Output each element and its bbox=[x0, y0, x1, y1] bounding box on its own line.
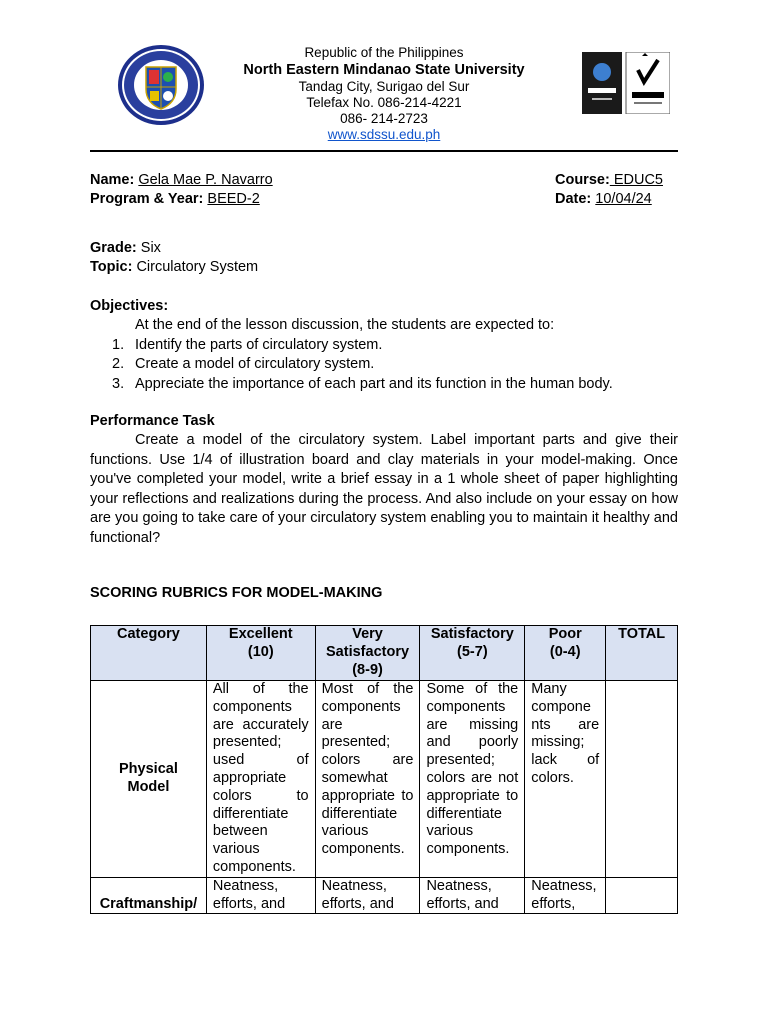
phone-line: 086- 214-2723 bbox=[340, 111, 428, 126]
rubric-header-row bbox=[91, 626, 678, 681]
objectives-block bbox=[90, 316, 678, 394]
objectives-list bbox=[90, 336, 678, 395]
iso-certification-logo bbox=[582, 52, 670, 114]
course-label: Course: bbox=[555, 172, 610, 188]
cell-very-satisfactory: Neatness, efforts, and bbox=[315, 877, 420, 914]
document-header bbox=[90, 0, 678, 152]
website-link[interactable]: www.sdssu.edu.ph bbox=[327, 127, 441, 142]
cell-poor: Many compone nts are missing; lack of colors. bbox=[525, 681, 606, 878]
topic-row bbox=[90, 258, 678, 278]
grade-row bbox=[90, 239, 678, 259]
table-row bbox=[91, 877, 678, 914]
course-value: EDUC5 bbox=[609, 172, 663, 188]
header-very-satisfactory: Very Satisfactory (8-9) bbox=[315, 626, 420, 681]
grade-label: Grade: bbox=[90, 240, 137, 256]
header-divider bbox=[90, 150, 678, 152]
list-item: 2. Create a model of circulatory system. bbox=[112, 356, 375, 372]
performance-task-title: Performance Task bbox=[90, 413, 215, 429]
list-item: 3. Appreciate the importance of each part and its function in the human body. bbox=[112, 375, 613, 392]
objectives-title: Objectives: bbox=[90, 298, 169, 314]
rubric-title: SCORING RUBRICS FOR MODEL-MAKING bbox=[90, 585, 383, 601]
cell-excellent: Neatness, efforts, and bbox=[206, 877, 315, 914]
date-value: 10/04/24 bbox=[595, 191, 652, 207]
telefax-line: Telefax No. 086-214-4221 bbox=[306, 95, 462, 110]
rubric-table bbox=[90, 625, 678, 914]
program-label: Program & Year: bbox=[90, 191, 204, 207]
cell-total bbox=[606, 681, 678, 878]
address-line: Tandag City, Surigao del Sur bbox=[298, 79, 470, 94]
name-label: Name: bbox=[90, 172, 135, 188]
header-poor: Poor (0-4) bbox=[525, 626, 606, 681]
topic-value: Circulatory System bbox=[136, 259, 259, 275]
row-category: Physical Model bbox=[91, 681, 207, 878]
grade-value: Six bbox=[140, 240, 161, 256]
row-category: Craftmanship/ bbox=[91, 877, 207, 914]
program-value: BEED-2 bbox=[207, 191, 260, 207]
cell-poor: Neatness, efforts, bbox=[525, 877, 606, 914]
cell-very-satisfactory: Most of the components are presented; colors are somewhat appropriate to differentiate various components. bbox=[315, 681, 420, 878]
header-satisfactory: Satisfactory (5-7) bbox=[420, 626, 525, 681]
objectives-intro: At the end of the lesson discussion, the students are expected to: bbox=[135, 317, 555, 333]
topic-label: Topic: bbox=[90, 259, 133, 275]
header-total: TOTAL bbox=[606, 626, 678, 681]
student-info-row-2 bbox=[90, 190, 678, 210]
student-info-row-1 bbox=[90, 171, 678, 191]
cell-satisfactory: Some of the components are missing and poorly presented; colors are not appropriate to differentiate various components. bbox=[420, 681, 525, 878]
name-value: Gela Mae P. Navarro bbox=[138, 172, 273, 188]
performance-task-body: Create a model of the circulatory system. Label important parts and give their functions. Use 1/4 of illustration board and clay materials in your model-making. Once you've completed your model, write a brief essay in a 1 whole sheet of paper highlighting your reflections and realizations during the process. And also include on your essay on how are you going to take care of your circulatory system enabling you to maintain it healthy and functional? bbox=[90, 432, 678, 546]
header-category: Category bbox=[91, 626, 207, 681]
cell-excellent: All of the components are accurately presented; used of appropriate colors to differentiate between various components. bbox=[206, 681, 315, 878]
republic-line: Republic of the Philippines bbox=[304, 45, 464, 60]
cell-total bbox=[606, 877, 678, 914]
header-excellent: Excellent (10) bbox=[206, 626, 315, 681]
list-item: 1. Identify the parts of circulatory system. bbox=[112, 336, 383, 353]
university-name: North Eastern Mindanao State University bbox=[243, 62, 525, 78]
date-label: Date: bbox=[555, 191, 592, 207]
table-row bbox=[91, 681, 678, 878]
cell-satisfactory: Neatness, efforts, and bbox=[420, 877, 525, 914]
